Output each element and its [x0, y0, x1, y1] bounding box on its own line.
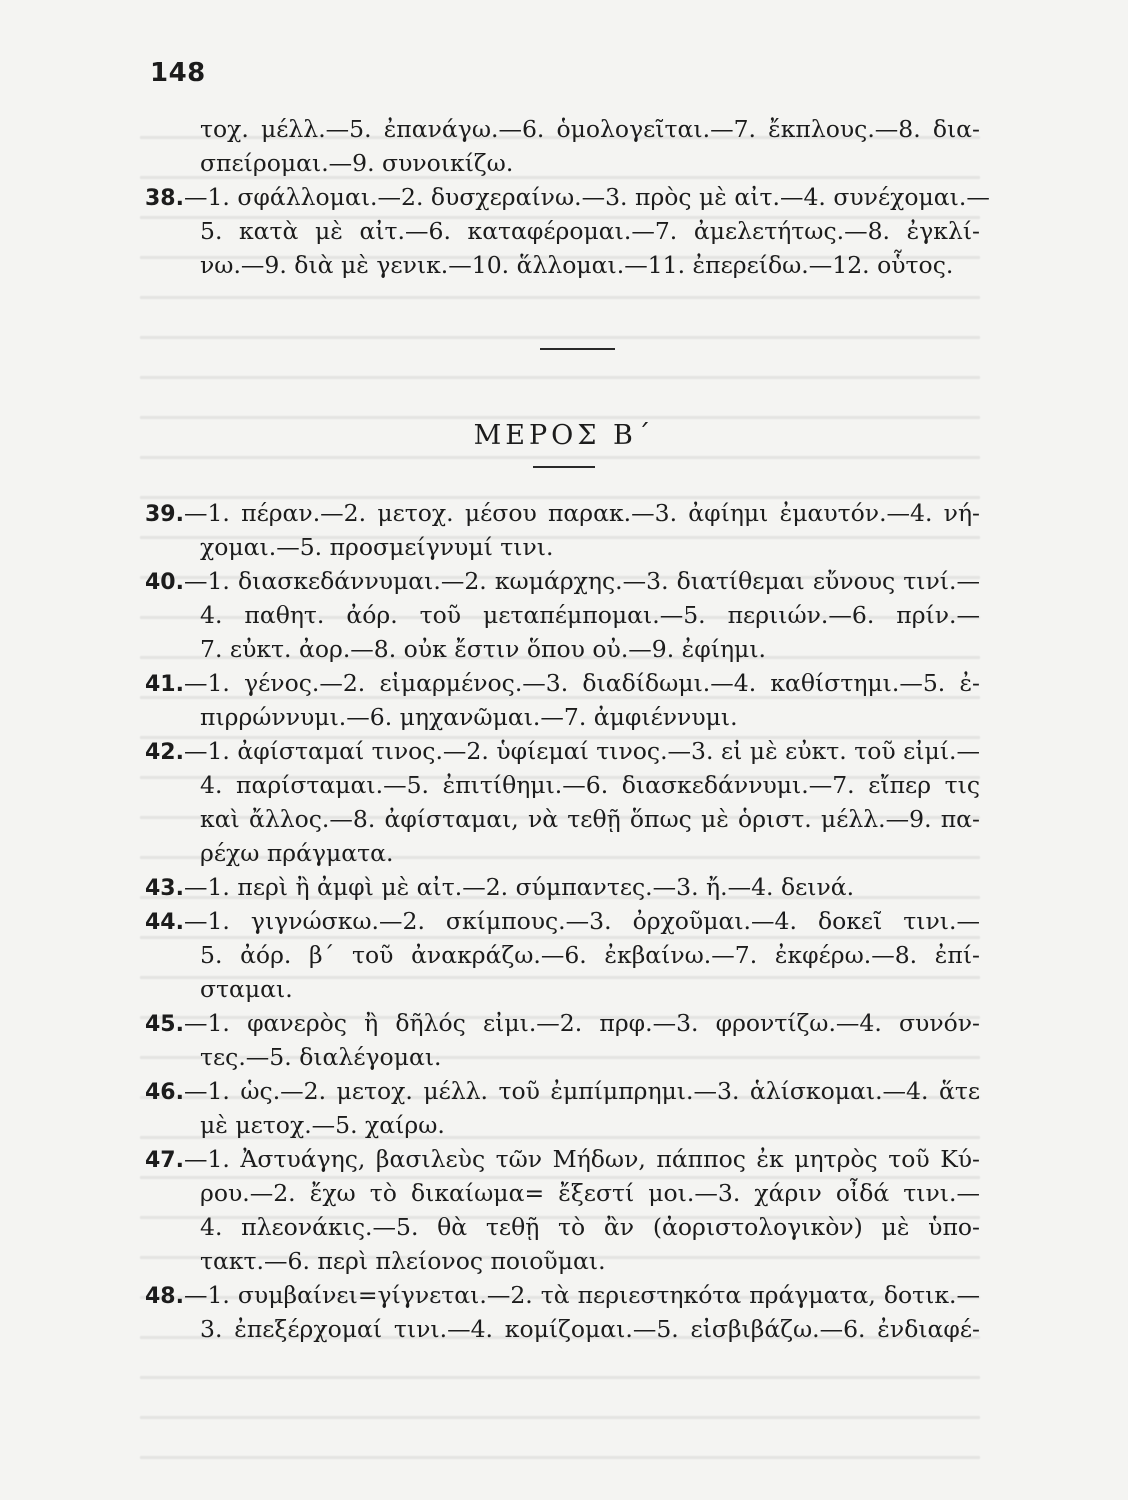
entry-number: 48.: [145, 1284, 184, 1309]
text-line: [145, 632, 980, 666]
entry-number: 40.: [145, 570, 184, 595]
text-line: [145, 1074, 980, 1108]
entry-text: ρέχω πράγματα.: [200, 839, 394, 867]
entry-number: 41.: [145, 672, 184, 697]
entry-text: 4. παθητ. ἀόρ. τοῦ μεταπέμπομαι.—5. περιιών.—6. πρίν.—: [200, 601, 980, 629]
text-line: [145, 1244, 980, 1278]
entry-text: —1. γιγνώσκω.—2. σκίμπους.—3. ὀρχοῦμαι.—4. δοκεῖ τινι.—: [183, 907, 980, 935]
entry-number: 38.: [145, 186, 184, 211]
text-line: [145, 496, 980, 530]
entry-number: 47.: [145, 1148, 184, 1173]
entry-text: τες.—5. διαλέγομαι.: [200, 1043, 442, 1071]
entry-text: 7. εὐκτ. ἀορ.—8. οὐκ ἔστιν ὅπου οὐ.—9. ἐφίημι.: [200, 635, 766, 663]
text-line: [145, 734, 980, 768]
text-line: [145, 1278, 980, 1312]
entry-text: —1. συμβαίνει=γίγνεται.—2. τὰ περιεστηκότα πράγματα, δοτικ.—: [183, 1281, 980, 1309]
entry-text: —1. σφάλλομαι.—2. δυσχεραίνω.—3. πρὸς μὲ αἰτ.—4. συνέχομαι.—: [183, 183, 990, 211]
entry-number: 44.: [145, 910, 184, 935]
text-line: [145, 666, 980, 700]
text-line: [145, 248, 980, 282]
entry-text: σταμαι.: [200, 975, 293, 1003]
text-line: [145, 598, 980, 632]
part-title: ΜΕΡΟΣ Β΄: [473, 420, 655, 451]
text-line: [145, 1108, 980, 1142]
entry-text: —1. διασκεδάννυμαι.—2. κωμάρχης.—3. διατίθεμαι εὔνους τινί.—: [183, 567, 980, 595]
entry-text: —1. ὡς.—2. μετοχ. μέλλ. τοῦ ἐμπίμπρημι.—3. ἁλίσκομαι.—4. ἅτε: [183, 1077, 980, 1105]
text-line: [145, 1142, 980, 1176]
entry-text: τοχ. μέλλ.—5. ἐπανάγω.—6. ὁμολογεῖται.—7. ἔκπλους.—8. δια-: [200, 115, 980, 143]
entry-text: 5. ἀόρ. β΄ τοῦ ἀνακράζω.—6. ἐκβαίνω.—7. ἐκφέρω.—8. ἐπί-: [200, 941, 980, 969]
text-line: [145, 836, 980, 870]
text-line: [145, 802, 980, 836]
entry-number: 43.: [145, 876, 184, 901]
text-line: [145, 214, 980, 248]
entry-text: ρου.—2. ἔχω τὸ δικαίωμα= ἔξεστί μοι.—3. χάριν οἶδά τινι.—: [200, 1179, 980, 1207]
entry-text: νω.—9. διὰ μὲ γενικ.—10. ἅλλομαι.—11. ἐπερείδω.—12. οὗτος.: [200, 251, 954, 279]
entry-number: 39.: [145, 502, 184, 527]
text-line: [145, 180, 990, 214]
text-line: [145, 1006, 980, 1040]
entry-text: σπείρομαι.—9. συνοικίζω.: [200, 149, 514, 177]
text-line: [145, 564, 980, 598]
section-divider: [540, 348, 615, 350]
entry-text: —1. φανερὸς ἢ δῆλός εἰμι.—2. πρφ.—3. φροντίζω.—4. συνόν-: [183, 1009, 980, 1037]
text-line: [145, 700, 980, 734]
entry-text: —1. ἀφίσταμαί τινος.—2. ὑφίεμαί τινος.—3. εἰ μὲ εὐκτ. τοῦ εἰμί.—: [183, 737, 981, 765]
entry-text: —1. πέραν.—2. μετοχ. μέσου παρακ.—3. ἀφίημι ἐμαυτόν.—4. νή-: [183, 499, 980, 527]
entry-text: 5. κατὰ μὲ αἰτ.—6. καταφέρομαι.—7. ἀμελετήτως.—8. ἐγκλί-: [200, 217, 980, 245]
entry-number: 42.: [145, 740, 184, 765]
text-line: [145, 1210, 980, 1244]
text-line: [145, 1040, 980, 1074]
answers-block-continued: [145, 112, 990, 282]
text-line: [145, 768, 980, 802]
entry-number: 46.: [145, 1080, 184, 1105]
text-line: [145, 112, 980, 146]
page-number: 148: [150, 58, 206, 88]
text-line: [145, 904, 980, 938]
text-line: [145, 1312, 980, 1346]
entry-text: καὶ ἄλλος.—8. ἀφίσταμαι, νὰ τεθῇ ὅπως μὲ ὁριστ. μέλλ.—9. πα-: [200, 805, 980, 833]
text-line: [145, 870, 980, 904]
entry-number: 45.: [145, 1012, 184, 1037]
entry-text: χομαι.—5. προσμείγνυμί τινι.: [200, 533, 554, 561]
entry-text: —1. περὶ ἢ ἀμφὶ μὲ αἰτ.—2. σύμπαντες.—3. ἤ.—4. δεινά.: [183, 873, 855, 901]
entry-text: —1. γένος.—2. εἱμαρμένος.—3. διαδίδωμι.—4. καθίστημι.—5. ἐ-: [183, 669, 980, 697]
entry-text: μὲ μετοχ.—5. χαίρω.: [200, 1111, 445, 1139]
text-line: [145, 146, 980, 180]
entry-text: 4. πλεονάκις.—5. θὰ τεθῇ τὸ ἂν (ἀοριστολογικὸν) μὲ ὑπο-: [200, 1213, 980, 1241]
text-line: [145, 530, 980, 564]
text-line: [145, 972, 980, 1006]
entry-text: —1. Ἀστυάγης, βασιλεὺς τῶν Μήδων, πάππος ἐκ μητρὸς τοῦ Κύ-: [183, 1145, 980, 1173]
entry-text: πιρρώννυμι.—6. μηχανῶμαι.—7. ἀμφιέννυμι.: [200, 703, 738, 731]
entry-text: τακτ.—6. περὶ πλείονος ποιοῦμαι.: [200, 1247, 606, 1275]
text-line: [145, 1176, 980, 1210]
text-line: [145, 938, 980, 972]
entry-text: 4. παρίσταμαι.—5. ἐπιτίθημι.—6. διασκεδάννυμι.—7. εἴπερ τις: [200, 771, 980, 799]
title-underline: [533, 466, 595, 468]
answers-block-part-b: [145, 496, 980, 1346]
entry-text: 3. ἐπεξέρχομαί τινι.—4. κομίζομαι.—5. εἰσβιβάζω.—6. ἐνδιαφέ-: [200, 1315, 980, 1343]
